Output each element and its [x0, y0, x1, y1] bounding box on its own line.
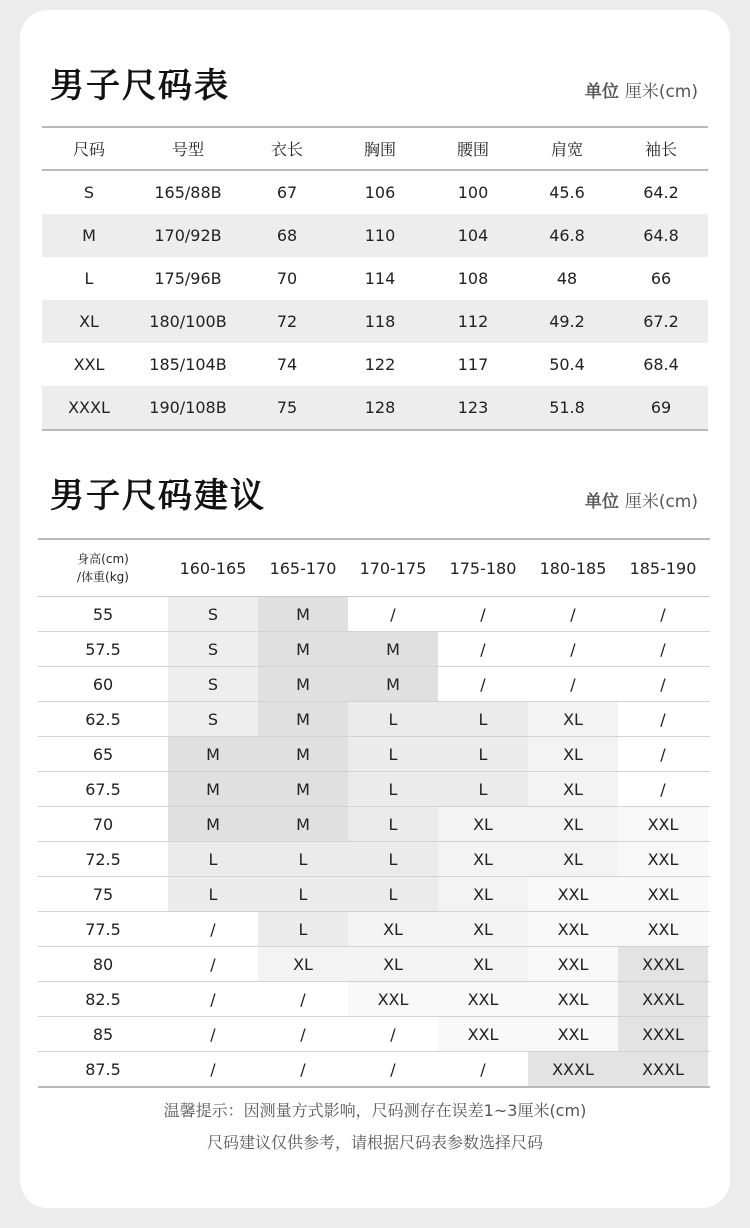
size-chart-column-header: 尺码 — [72, 140, 105, 159]
size-chart-row — [42, 386, 708, 431]
unit-label: 单位 — [584, 492, 619, 512]
size-chart-row — [42, 300, 708, 343]
recommendation-row — [38, 772, 710, 807]
recommended-size-cell: M — [168, 772, 258, 806]
recommended-size-cell: XL — [528, 842, 618, 876]
recommended-size-cell: XL — [258, 947, 348, 981]
recommended-size-cell: XXL — [528, 912, 618, 946]
recommended-size-cell: XL — [528, 702, 618, 736]
size-chart-cell: 104 — [457, 226, 489, 245]
unit-label: 单位 — [584, 82, 619, 102]
weight-cell: 85 — [92, 1024, 114, 1044]
recommended-size-cell: M — [258, 807, 348, 841]
recommended-size-cell: / — [258, 1017, 348, 1051]
recommended-size-cell: / — [168, 1017, 258, 1051]
recommended-size-cell: L — [258, 877, 348, 911]
recommended-size-cell: XL — [348, 947, 438, 981]
size-chart-cell: 185/104B — [149, 355, 227, 374]
recommended-size-cell: L — [168, 842, 258, 876]
unit-value: 厘米(cm) — [624, 492, 698, 512]
weight-cell: 77.5 — [85, 919, 121, 939]
weight-cell: 67.5 — [85, 779, 121, 799]
recommendation-header-row — [38, 538, 710, 597]
recommendation-row — [38, 982, 710, 1017]
recommended-size-cell: XL — [438, 842, 528, 876]
recommended-size-cell: XXXL — [618, 1017, 708, 1051]
recommended-size-cell: XXXL — [618, 947, 708, 981]
size-chart-column-header: 袖长 — [644, 140, 677, 159]
height-weight-corner — [38, 550, 168, 586]
unit-value: 厘米(cm) — [624, 82, 698, 102]
recommended-size-cell: / — [438, 597, 528, 631]
size-chart-column-header: 衣长 — [270, 140, 303, 159]
recommendation-row — [38, 1017, 710, 1052]
height-range-header: 175-180 — [449, 558, 517, 578]
recommendation-row — [38, 1052, 710, 1088]
recommendation-row — [38, 842, 710, 877]
recommendation-row — [38, 807, 710, 842]
recommended-size-cell: / — [618, 667, 708, 701]
size-chart-cell: 50.4 — [549, 355, 585, 374]
weight-cell: 70 — [92, 814, 114, 834]
recommended-size-cell: / — [258, 1052, 348, 1086]
note-line-1: 温馨提示：因测量方式影响，尺码测存在误差1~3厘米(cm) — [163, 1101, 587, 1120]
height-range-header: 180-185 — [539, 558, 607, 578]
size-chart-cell: 68 — [276, 226, 298, 245]
recommended-size-cell: M — [258, 737, 348, 771]
recommended-size-cell: / — [348, 1017, 438, 1051]
size-chart-cell: 67 — [276, 183, 298, 202]
size-chart-cell: 51.8 — [549, 398, 585, 417]
recommended-size-cell: M — [258, 702, 348, 736]
recommended-size-cell: XL — [528, 772, 618, 806]
recommended-size-cell: / — [618, 632, 708, 666]
size-chart-column-header: 胸围 — [363, 140, 396, 159]
recommended-size-cell: L — [348, 842, 438, 876]
recommended-size-cell: S — [168, 702, 258, 736]
note-line-2: 尺码建议仅供参考，请根据尺码表参数选择尺码 — [206, 1133, 543, 1152]
weight-cell: 65 — [92, 744, 114, 764]
recommendation-unit — [585, 490, 698, 514]
height-headers — [168, 559, 708, 578]
recommended-size-cell: / — [618, 597, 708, 631]
recommendation-row — [38, 737, 710, 772]
recommended-size-cell: / — [258, 982, 348, 1016]
size-chart-cell: 123 — [457, 398, 489, 417]
recommended-size-cell: M — [168, 807, 258, 841]
recommended-size-cell: / — [168, 982, 258, 1016]
recommended-size-cell: / — [618, 702, 708, 736]
recommended-size-cell: / — [438, 667, 528, 701]
recommended-size-cell: M — [348, 667, 438, 701]
recommended-size-cell: / — [618, 772, 708, 806]
size-chart-cell: 64.2 — [643, 183, 679, 202]
recommended-size-cell: / — [438, 632, 528, 666]
size-chart-row — [42, 171, 708, 214]
size-chart-cell: 69 — [650, 398, 672, 417]
height-range-header: 165-170 — [269, 558, 337, 578]
size-chart-cell: XXL — [73, 355, 105, 374]
recommendation-row — [38, 667, 710, 702]
size-chart-cell: 128 — [364, 398, 396, 417]
corner-weight-label: /体重(kg) — [77, 570, 129, 584]
size-chart-title: 男子尺码表 — [50, 66, 230, 106]
size-chart-cell: 100 — [457, 183, 489, 202]
weight-cell: 55 — [92, 604, 114, 624]
size-chart-table — [42, 126, 708, 431]
size-chart-cell: 118 — [364, 312, 396, 331]
corner-height-label: 身高(cm) — [77, 552, 129, 566]
recommendation-row — [38, 877, 710, 912]
size-chart-row — [42, 343, 708, 386]
recommended-size-cell: M — [348, 632, 438, 666]
size-chart-cell: 46.8 — [549, 226, 585, 245]
recommended-size-cell: L — [438, 737, 528, 771]
recommended-size-cell: XXXL — [618, 982, 708, 1016]
recommended-size-cell: XXL — [528, 877, 618, 911]
recommended-size-cell: L — [168, 877, 258, 911]
recommendation-row — [38, 912, 710, 947]
size-chart-cell: 110 — [364, 226, 396, 245]
recommended-size-cell: S — [168, 597, 258, 631]
size-chart-cell: 175/96B — [154, 269, 222, 288]
size-chart-row — [42, 214, 708, 257]
recommended-size-cell: / — [348, 1052, 438, 1086]
size-chart-cell: XL — [79, 312, 99, 331]
recommendation-body — [38, 597, 710, 1088]
recommended-size-cell: L — [348, 877, 438, 911]
recommended-size-cell: / — [528, 632, 618, 666]
size-chart-cell: 117 — [457, 355, 489, 374]
size-chart-cell: M — [82, 226, 96, 245]
size-chart-cell: 108 — [457, 269, 489, 288]
size-chart-cell: 180/100B — [149, 312, 227, 331]
size-chart-cell: 190/108B — [149, 398, 227, 417]
size-chart-cell: 68.4 — [643, 355, 679, 374]
size-chart-cell: 67.2 — [643, 312, 679, 331]
size-chart-cell: 70 — [276, 269, 298, 288]
recommended-size-cell: / — [618, 737, 708, 771]
weight-cell: 62.5 — [85, 709, 121, 729]
height-range-header: 185-190 — [629, 558, 697, 578]
recommended-size-cell: XXL — [618, 877, 708, 911]
recommendation-row — [38, 947, 710, 982]
recommended-size-cell: / — [168, 1052, 258, 1086]
recommended-size-cell: S — [168, 632, 258, 666]
size-chart-header-row — [42, 126, 708, 171]
recommended-size-cell: XXL — [438, 982, 528, 1016]
recommended-size-cell: XXL — [618, 912, 708, 946]
size-chart-cell: 72 — [276, 312, 298, 331]
recommended-size-cell: L — [258, 912, 348, 946]
recommended-size-cell: S — [168, 667, 258, 701]
size-chart-cell: S — [83, 183, 95, 202]
recommended-size-cell: XL — [348, 912, 438, 946]
recommended-size-cell: XXL — [618, 842, 708, 876]
recommendation-row — [38, 597, 710, 632]
recommended-size-cell: XL — [528, 737, 618, 771]
recommended-size-cell: XL — [438, 877, 528, 911]
recommended-size-cell: L — [258, 842, 348, 876]
recommended-size-cell: L — [348, 772, 438, 806]
size-chart-cell: 122 — [364, 355, 396, 374]
size-chart-column-header: 腰围 — [456, 140, 489, 159]
recommended-size-cell: L — [348, 702, 438, 736]
recommended-size-cell: L — [348, 807, 438, 841]
recommended-size-cell: / — [168, 947, 258, 981]
weight-cell: 80 — [92, 954, 114, 974]
size-chart-cell: 49.2 — [549, 312, 585, 331]
recommended-size-cell: M — [258, 772, 348, 806]
recommended-size-cell: / — [168, 912, 258, 946]
recommendation-row — [38, 702, 710, 737]
recommended-size-cell: XL — [438, 947, 528, 981]
weight-cell: 60 — [92, 674, 114, 694]
size-chart-cell: 106 — [364, 183, 396, 202]
recommended-size-cell: M — [258, 597, 348, 631]
recommendation-table — [38, 538, 710, 1088]
height-range-header: 160-165 — [179, 558, 247, 578]
recommended-size-cell: XXL — [528, 947, 618, 981]
recommended-size-cell: L — [438, 772, 528, 806]
recommendation-title: 男子尺码建议 — [50, 476, 266, 516]
size-chart-column-header: 号型 — [171, 140, 204, 159]
size-chart-cell: 75 — [276, 398, 298, 417]
weight-cell: 82.5 — [85, 989, 121, 1009]
size-chart-cell: L — [84, 269, 94, 288]
recommended-size-cell: XXL — [618, 807, 708, 841]
recommended-size-cell: XXL — [528, 1017, 618, 1051]
recommended-size-cell: XL — [528, 807, 618, 841]
recommended-size-cell: XL — [438, 912, 528, 946]
recommended-size-cell: L — [438, 702, 528, 736]
recommended-size-cell: L — [348, 737, 438, 771]
recommended-size-cell: M — [258, 667, 348, 701]
weight-cell: 72.5 — [85, 849, 121, 869]
recommended-size-cell: XXXL — [528, 1052, 618, 1086]
recommendation-row — [38, 632, 710, 667]
size-chart-cell: 66 — [650, 269, 672, 288]
size-chart-cell: 64.8 — [643, 226, 679, 245]
size-chart-cell: 45.6 — [549, 183, 585, 202]
size-chart-cell: XXXL — [68, 398, 110, 417]
size-chart-cell: 165/88B — [154, 183, 222, 202]
recommended-size-cell: / — [528, 667, 618, 701]
weight-cell: 57.5 — [85, 639, 121, 659]
weight-cell: 75 — [92, 884, 114, 904]
recommended-size-cell: XL — [438, 807, 528, 841]
recommended-size-cell: / — [438, 1052, 528, 1086]
size-chart-cell: 170/92B — [154, 226, 222, 245]
size-chart-cell: 112 — [457, 312, 489, 331]
recommended-size-cell: XXL — [528, 982, 618, 1016]
recommended-size-cell: XXL — [348, 982, 438, 1016]
recommended-size-cell: M — [258, 632, 348, 666]
size-chart-row — [42, 257, 708, 300]
recommended-size-cell: / — [528, 597, 618, 631]
size-chart-cell: 114 — [364, 269, 396, 288]
size-chart-body — [42, 171, 708, 431]
recommended-size-cell: M — [168, 737, 258, 771]
size-chart-column-header: 肩宽 — [550, 140, 583, 159]
height-range-header: 170-175 — [359, 558, 427, 578]
size-chart-cell: 74 — [276, 355, 298, 374]
size-chart-unit — [585, 80, 698, 104]
recommended-size-cell: / — [348, 597, 438, 631]
weight-cell: 87.5 — [85, 1059, 121, 1079]
size-chart-cell: 48 — [556, 269, 578, 288]
recommended-size-cell: XXL — [438, 1017, 528, 1051]
recommended-size-cell: XXXL — [618, 1052, 708, 1086]
